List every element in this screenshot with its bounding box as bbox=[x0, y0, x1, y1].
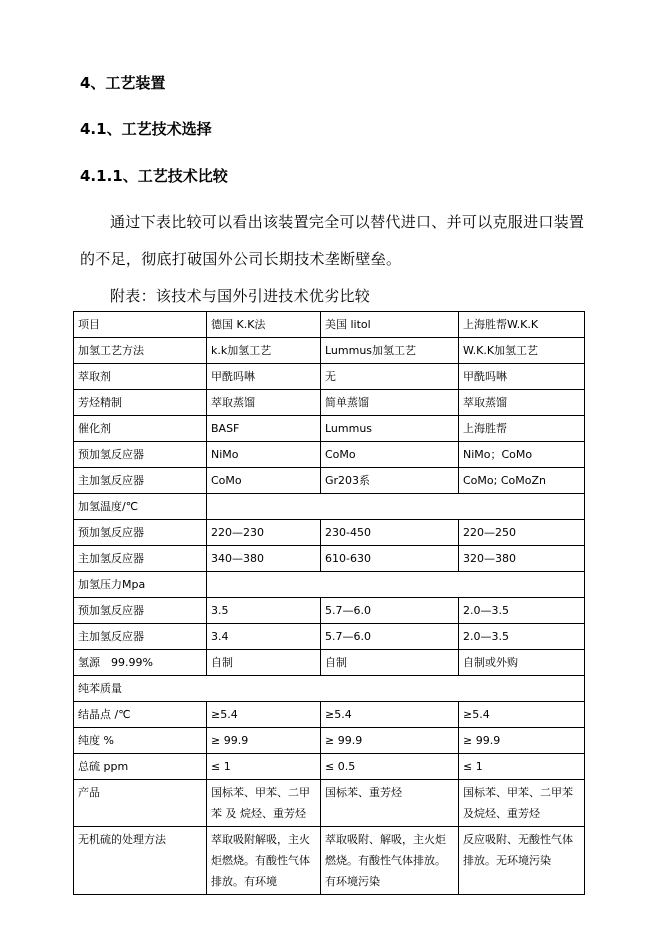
table-cell: 自制或外购 bbox=[459, 650, 585, 676]
table-cell: 催化剂 bbox=[74, 416, 207, 442]
table-cell: Gr203系 bbox=[321, 468, 459, 494]
table-cell: 预加氢反应器 bbox=[74, 520, 207, 546]
table-cell: 上海胜帮W.K.K bbox=[459, 312, 585, 338]
table-cell: 3.4 bbox=[207, 624, 321, 650]
table-cell: 加氢温度/℃ bbox=[74, 494, 207, 520]
table-cell: 加氢工艺方法 bbox=[74, 338, 207, 364]
table-cell: 萃取吸附解吸，主火炬燃烧。有酸性气体排放。有环境 bbox=[207, 827, 321, 895]
table-row bbox=[74, 494, 585, 520]
table-cell: 预加氢反应器 bbox=[74, 598, 207, 624]
table-cell: 德国 K.K法 bbox=[207, 312, 321, 338]
table-cell: 320—380 bbox=[459, 546, 585, 572]
section-heading-4-1-1: 4.1.1、工艺技术比较 bbox=[80, 167, 228, 185]
table-cell: 230-450 bbox=[321, 520, 459, 546]
table-row bbox=[74, 650, 585, 676]
table-cell-empty bbox=[207, 494, 585, 520]
table-cell: ≤ 1 bbox=[459, 754, 585, 780]
table-cell: 总硫 ppm bbox=[74, 754, 207, 780]
table-cell: 结晶点 /℃ bbox=[74, 702, 207, 728]
table-cell: ≥ 99.9 bbox=[321, 728, 459, 754]
table-row bbox=[74, 364, 585, 390]
table-cell: 2.0—3.5 bbox=[459, 598, 585, 624]
table-cell: 主加氢反应器 bbox=[74, 468, 207, 494]
table-cell: 预加氢反应器 bbox=[74, 442, 207, 468]
table-row bbox=[74, 416, 585, 442]
table-cell: 萃取蒸馏 bbox=[207, 390, 321, 416]
table-cell: Lummus加氢工艺 bbox=[321, 338, 459, 364]
table-row bbox=[74, 624, 585, 650]
table-cell: ≥ 99.9 bbox=[459, 728, 585, 754]
table-row bbox=[74, 598, 585, 624]
table-cell: 项目 bbox=[74, 312, 207, 338]
table-row bbox=[74, 546, 585, 572]
table-cell: 220—230 bbox=[207, 520, 321, 546]
table-cell: ≥ 99.9 bbox=[207, 728, 321, 754]
table-cell: 加氢压力Mpa bbox=[74, 572, 207, 598]
paragraph-line-1: 通过下表比较可以看出该装置完全可以替代进口、并可以克服进口装置 bbox=[110, 213, 585, 231]
table-cell: NiMo；CoMo bbox=[459, 442, 585, 468]
table-cell: BASF bbox=[207, 416, 321, 442]
table-cell: 芳烃精制 bbox=[74, 390, 207, 416]
table-row bbox=[74, 312, 585, 338]
table-row bbox=[74, 702, 585, 728]
table-cell: ≥5.4 bbox=[459, 702, 585, 728]
table-cell-empty bbox=[207, 572, 585, 598]
table-cell: 3.5 bbox=[207, 598, 321, 624]
table-row bbox=[74, 728, 585, 754]
table-cell-section: 纯苯质量 bbox=[74, 676, 585, 702]
table-cell: 国标苯、重芳烃 bbox=[321, 780, 459, 827]
table-cell: 上海胜帮 bbox=[459, 416, 585, 442]
table-cell: 无 bbox=[321, 364, 459, 390]
table-cell: 610-630 bbox=[321, 546, 459, 572]
table-cell: 美国 litol bbox=[321, 312, 459, 338]
table-cell: CoMo bbox=[207, 468, 321, 494]
table-cell: 5.7—6.0 bbox=[321, 598, 459, 624]
table-cell: 氢源 99.99% bbox=[74, 650, 207, 676]
table-cell: 340—380 bbox=[207, 546, 321, 572]
table-cell: CoMo; CoMoZn bbox=[459, 468, 585, 494]
table-cell: 国标苯、甲苯、二甲苯 及 烷烃、重芳烃 bbox=[207, 780, 321, 827]
table-row bbox=[74, 754, 585, 780]
table-cell: 萃取剂 bbox=[74, 364, 207, 390]
table-cell: 甲酰吗啉 bbox=[459, 364, 585, 390]
table-cell: ≥5.4 bbox=[321, 702, 459, 728]
table-cell: NiMo bbox=[207, 442, 321, 468]
paragraph-line-2: 的不足，彻底打破国外公司长期技术垄断壁垒。 bbox=[80, 250, 402, 268]
table-cell: 产品 bbox=[74, 780, 207, 827]
table-row bbox=[74, 520, 585, 546]
table-row bbox=[74, 468, 585, 494]
table-cell: 220—250 bbox=[459, 520, 585, 546]
table-cell: Lummus bbox=[321, 416, 459, 442]
table-cell: 2.0—3.5 bbox=[459, 624, 585, 650]
table-cell: k.k加氢工艺 bbox=[207, 338, 321, 364]
section-heading-4-1: 4.1、工艺技术选择 bbox=[80, 120, 212, 138]
table-cell: 萃取蒸馏 bbox=[459, 390, 585, 416]
table-cell: 反应吸附、无酸性气体排放。无环境污染 bbox=[459, 827, 585, 895]
table-cell: CoMo bbox=[321, 442, 459, 468]
table-cell: 主加氢反应器 bbox=[74, 624, 207, 650]
table-cell: W.K.K加氢工艺 bbox=[459, 338, 585, 364]
table-cell: 甲酰吗啉 bbox=[207, 364, 321, 390]
table-row bbox=[74, 827, 585, 895]
table-row bbox=[74, 572, 585, 598]
table-cell: 自制 bbox=[207, 650, 321, 676]
table-cell: 纯度 % bbox=[74, 728, 207, 754]
table-cell: ≤ 1 bbox=[207, 754, 321, 780]
table-row bbox=[74, 442, 585, 468]
table-row bbox=[74, 676, 585, 702]
table-row bbox=[74, 338, 585, 364]
table-cell: ≥5.4 bbox=[207, 702, 321, 728]
table-row bbox=[74, 390, 585, 416]
section-heading-4: 4、工艺装置 bbox=[80, 74, 166, 92]
table-caption: 附表：该技术与国外引进技术优劣比较 bbox=[110, 287, 371, 305]
table-cell: ≤ 0.5 bbox=[321, 754, 459, 780]
table-cell: 简单蒸馏 bbox=[321, 390, 459, 416]
table-row bbox=[74, 780, 585, 827]
table-cell: 自制 bbox=[321, 650, 459, 676]
table-cell: 无机硫的处理方法 bbox=[74, 827, 207, 895]
table-cell: 主加氢反应器 bbox=[74, 546, 207, 572]
table-cell: 5.7—6.0 bbox=[321, 624, 459, 650]
comparison-table bbox=[73, 311, 585, 895]
table-cell: 国标苯、甲苯、二甲苯 及烷烃、重芳烃 bbox=[459, 780, 585, 827]
table-cell: 萃取吸附、解吸，主火炬燃烧。有酸性气体排放。有环境污染 bbox=[321, 827, 459, 895]
